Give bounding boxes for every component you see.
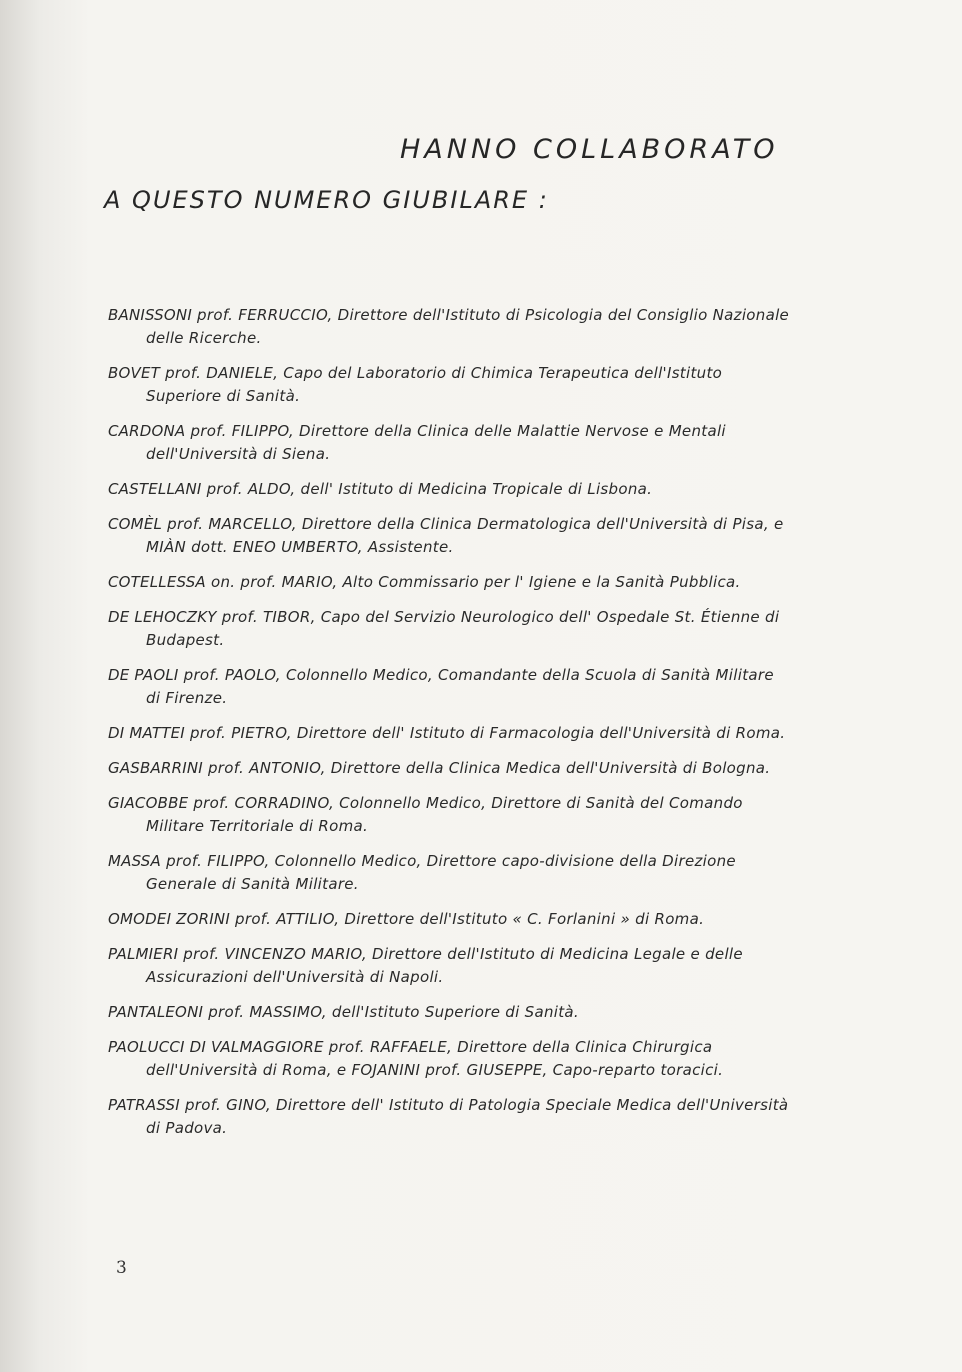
contributor-details: on. prof. MARIO, Alto Commissario per l' Igiene e la Sanità Pubblica.	[210, 573, 741, 591]
list-item	[108, 362, 793, 408]
list-item	[108, 664, 793, 710]
contributor-details: prof. FERRUCCIO, Direttore dell'Istituto di Psicologia del Consiglio Nazionale delle Ricerche.	[146, 306, 790, 347]
contributor-details: prof. CORRADINO, Colonnello Medico, Direttore di Sanità del Comando Militare Territoriale di Roma.	[146, 794, 743, 835]
contributor-name: COTELLESSA	[108, 573, 206, 591]
contributor-name: DE LEHOCZKY	[108, 608, 217, 626]
contributor-details: prof. ANTONIO, Direttore della Clinica Medica dell'Università di Bologna.	[207, 759, 771, 777]
contributor-name: PANTALEONI	[108, 1003, 204, 1021]
contributor-details: prof. PIETRO, Direttore dell' Istituto di Farmacologia dell'Università di Roma.	[189, 724, 786, 742]
heading-line-2: A QUESTO NUMERO GIUBILARE :	[104, 186, 549, 214]
list-item	[108, 757, 793, 780]
contributor-details: prof. ALDO, dell' Istituto di Medicina Tropicale di Lisbona.	[206, 480, 653, 498]
contributor-details: prof. PAOLO, Colonnello Medico, Comandante della Scuola di Sanità Militare di Firenze.	[146, 666, 774, 707]
contributor-details: prof. VINCENZO MARIO, Direttore dell'Istituto di Medicina Legale e delle Assicurazioni dell'Università di Napoli.	[146, 945, 743, 986]
contributor-details: prof. DANIELE, Capo del Laboratorio di Chimica Terapeutica dell'Istituto Superiore di Sanità.	[146, 364, 723, 405]
contributor-name: BANISSONI	[108, 306, 192, 324]
contributor-name: BOVET	[108, 364, 160, 382]
contributors-list	[108, 304, 793, 1152]
contributor-name: GASBARRINI	[108, 759, 203, 777]
contributor-name: CARDONA	[108, 422, 186, 440]
contributor-details: prof. MARCELLO, Direttore della Clinica Dermatologica dell'Università di Pisa, e MIÀN dott. ENEO UMBERTO, Assistente.	[146, 515, 784, 556]
list-item	[108, 1036, 793, 1082]
contributor-details: prof. ATTILIO, Direttore dell'Istituto « C. Forlanini » di Roma.	[235, 910, 705, 928]
contributor-details: prof. FILIPPO, Direttore della Clinica delle Malattie Nervose e Mentali dell'Università di Siena.	[146, 422, 726, 463]
contributor-name: OMODEI ZORINI	[108, 910, 230, 928]
list-item	[108, 1094, 793, 1140]
page-number: 3	[116, 1258, 127, 1278]
list-item	[108, 908, 793, 931]
contributor-name: PATRASSI	[108, 1096, 180, 1114]
contributor-name: DE PAOLI	[108, 666, 179, 684]
list-item	[108, 571, 793, 594]
list-item	[108, 722, 793, 745]
contributor-name: PALMIERI	[108, 945, 179, 963]
contributor-details: prof. GINO, Direttore dell' Istituto di Patologia Speciale Medica dell'Università di Padova.	[146, 1096, 789, 1137]
list-item	[108, 1001, 793, 1024]
list-item	[108, 850, 793, 896]
contributor-name: DI MATTEI	[108, 724, 185, 742]
list-item	[108, 792, 793, 838]
contributor-details: prof. FILIPPO, Colonnello Medico, Direttore capo-divisione della Direzione Generale di Sanità Militare.	[146, 852, 736, 893]
heading-line-1: HANNO COLLABORATO	[400, 134, 779, 165]
list-item	[108, 478, 793, 501]
list-item	[108, 943, 793, 989]
contributor-name: MASSA	[108, 852, 161, 870]
contributor-name: CASTELLANI	[108, 480, 202, 498]
list-item	[108, 513, 793, 559]
contributor-name: COMÈL	[108, 515, 163, 533]
contributor-name: GIACOBBE	[108, 794, 189, 812]
contributor-name: PAOLUCCI DI VALMAGGIORE	[108, 1038, 324, 1056]
contributor-details: prof. TIBOR, Capo del Servizio Neurologico dell' Ospedale St. Étienne di Budapest.	[146, 608, 780, 649]
contributor-details: prof. MASSIMO, dell'Istituto Superiore di Sanità.	[208, 1003, 579, 1021]
contributor-details: prof. RAFFAELE, Direttore della Clinica Chirurgica dell'Università di Roma, e FOJANINI prof. GIUSEPPE, Capo-reparto toracici.	[146, 1038, 724, 1079]
list-item	[108, 304, 793, 350]
list-item	[108, 420, 793, 466]
list-item	[108, 606, 793, 652]
